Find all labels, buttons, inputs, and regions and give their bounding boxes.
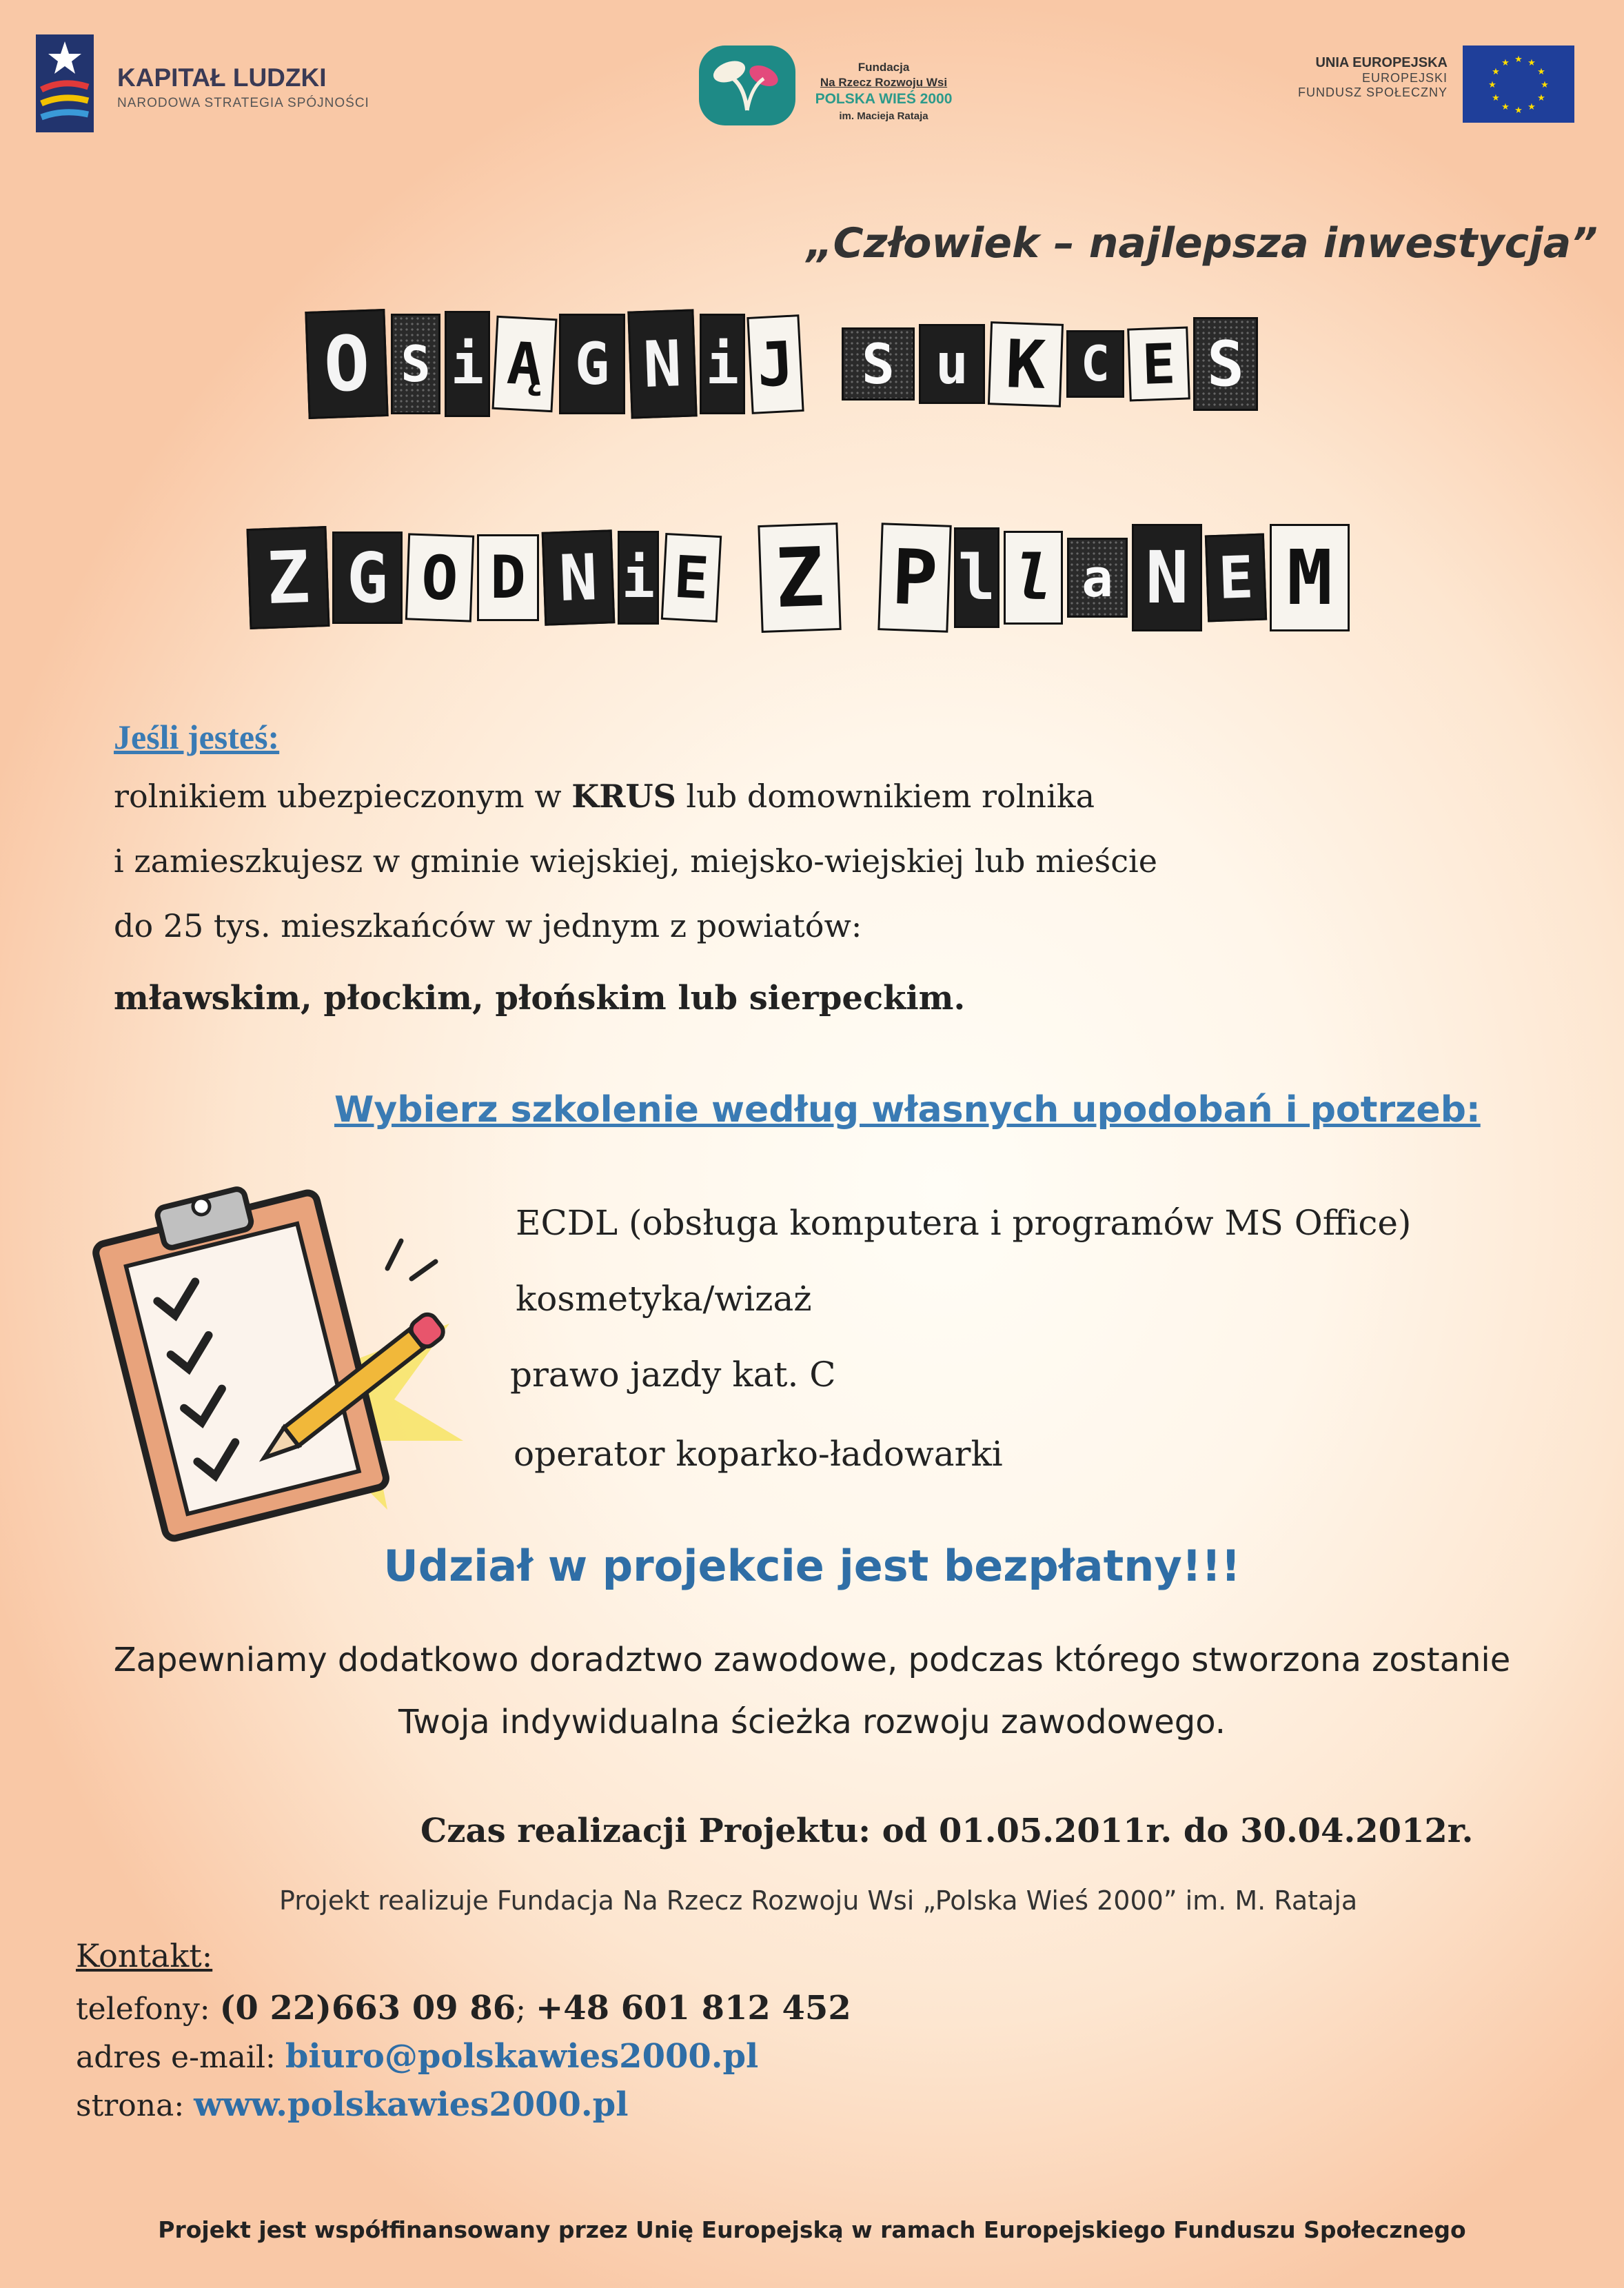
title-letter: O xyxy=(305,309,388,419)
course-item: kosmetyka/wizaż xyxy=(516,1279,812,1319)
contact-heading: Kontakt: xyxy=(76,1937,213,1974)
eligibility-line-3: do 25 tys. mieszkańców w jednym z powiatów: xyxy=(114,907,862,944)
fundacja-patron: im. Macieja Rataja xyxy=(839,110,928,122)
eligibility-heading: Jeśli jesteś: xyxy=(114,718,280,756)
title-line-2 xyxy=(248,524,1354,631)
title-letter: Z xyxy=(758,523,841,633)
title-letter: S xyxy=(842,327,915,401)
title-line-1 xyxy=(307,310,1262,418)
eu-flag-icon xyxy=(1463,45,1574,123)
phone-2[interactable]: +48 601 812 452 xyxy=(535,1989,851,2027)
title-letter: i xyxy=(445,311,490,417)
svg-text:★: ★ xyxy=(1514,105,1523,116)
title-letter: M xyxy=(1270,524,1350,631)
title-letter: S xyxy=(1193,317,1258,411)
title-letter: K xyxy=(988,321,1064,407)
slogan: „Człowiek – najlepsza inwestycja” xyxy=(806,219,1598,267)
title-letter: N xyxy=(627,309,697,418)
svg-text:★: ★ xyxy=(1541,80,1549,90)
title-letter: Ą xyxy=(492,316,558,412)
email-link[interactable]: biuro@polskawies2000.pl xyxy=(285,2037,759,2076)
fundacja-name: Fundacja xyxy=(857,61,910,74)
svg-text:★: ★ xyxy=(1501,102,1510,112)
eligibility-line-1: rolnikiem ubezpieczonym w KRUS lub domownikiem rolnika xyxy=(114,778,1095,815)
eu-fund-label-2: FUNDUSZ SPOŁECZNY xyxy=(1297,85,1448,99)
website-label: strona: xyxy=(76,2088,194,2123)
title-letter: J xyxy=(747,314,804,414)
fundacja-logo xyxy=(696,41,798,130)
career-advice-line-2: Twoja indywidualna ścieżka rozwoju zawodowego. xyxy=(398,1703,1226,1741)
eligibility-districts: mławskim, płockim, płońskim lub sierpeckim. xyxy=(114,979,966,1018)
svg-text:★: ★ xyxy=(1537,67,1545,77)
phones-label: telefony: xyxy=(76,1992,220,2027)
email-label: adres e-mail: xyxy=(76,2040,285,2075)
title-letter: G xyxy=(559,314,625,414)
title-letter: O xyxy=(405,533,474,622)
course-item: ECDL (obsługa komputera i programów MS Office) xyxy=(516,1203,1412,1243)
title-letter: E xyxy=(1205,534,1267,622)
kapital-ludzki-logo xyxy=(36,34,94,132)
clipboard-icon xyxy=(63,1151,477,1565)
website-link[interactable]: www.polskawies2000.pl xyxy=(194,2085,629,2124)
title-letter: P xyxy=(877,523,951,632)
kapital-ludzki-subtitle: NARODOWA STRATEGIA SPÓJNOŚCI xyxy=(117,96,369,110)
contact-email xyxy=(76,2037,758,2076)
title-letter: E xyxy=(1127,326,1190,401)
title-letter: l xyxy=(1004,531,1063,625)
svg-text:★: ★ xyxy=(1492,93,1500,103)
title-letter: D xyxy=(477,534,539,621)
svg-text:★: ★ xyxy=(1492,67,1500,77)
svg-text:★: ★ xyxy=(1488,80,1496,90)
title-letter: E xyxy=(661,533,722,622)
title-letter: S xyxy=(391,314,440,414)
eligibility-line-2: i zamieszkujesz w gminie wiejskiej, miejsko-wiejskiej lub mieście xyxy=(114,842,1157,880)
eu-fund-label-1: EUROPEJSKI xyxy=(1361,71,1448,85)
title-letter: a xyxy=(1067,538,1128,618)
title-letter: N xyxy=(542,529,616,625)
krus-label: KRUS xyxy=(571,778,676,815)
svg-text:★: ★ xyxy=(1537,93,1545,103)
svg-text:★: ★ xyxy=(1501,58,1510,68)
course-item: operator koparko-ładowarki xyxy=(514,1434,1003,1474)
title-letter: i xyxy=(700,314,745,414)
title-letter: u xyxy=(919,324,985,404)
svg-text:★: ★ xyxy=(1527,102,1536,112)
fundacja-mission: Na Rzecz Rozwoju Wsi xyxy=(820,76,948,89)
title-letter: G xyxy=(332,531,403,624)
svg-text:★: ★ xyxy=(1527,58,1536,68)
kapital-ludzki-title: KAPITAŁ LUDZKI xyxy=(117,63,327,92)
contact-phones: telefony: (0 22)663 09 86; +48 601 812 452 xyxy=(76,1989,851,2027)
courses-heading: Wybierz szkolenie według własnych upodobań i potrzeb: xyxy=(334,1089,1481,1131)
project-timeline: Czas realizacji Projektu: od 01.05.2011r. do 30.04.2012r. xyxy=(420,1812,1474,1850)
eu-union-label: UNIA EUROPEJSKA xyxy=(1315,55,1448,70)
free-participation-notice: Udział w projekcie jest bezpłatny!!! xyxy=(383,1541,1241,1591)
title-letter: Z xyxy=(246,526,329,629)
contact-website xyxy=(76,2085,628,2124)
course-item: prawo jazdy kat. C xyxy=(510,1355,836,1395)
fundacja-brand: POLSKA WIEŚ 2000 xyxy=(815,91,953,107)
title-letter: i xyxy=(618,531,659,625)
cofinancing-footer: Projekt jest współfinansowany przez Unię Europejską w ramach Europejskiego Funduszu Społecznego xyxy=(158,2216,1466,2243)
title-letter: N xyxy=(1132,524,1202,631)
project-realizer: Projekt realizuje Fundacja Na Rzecz Rozwoju Wsi „Polska Wieś 2000” im. M. Rataja xyxy=(279,1885,1358,1916)
phone-1[interactable]: (0 22)663 09 86 xyxy=(219,1989,516,2027)
eu-text xyxy=(1248,55,1448,100)
title-letter: l xyxy=(954,527,999,628)
title-letter: C xyxy=(1066,330,1124,398)
career-advice-line-1: Zapewniamy dodatkowo doradztwo zawodowe, podczas którego stworzona zostanie xyxy=(113,1641,1511,1679)
svg-text:★: ★ xyxy=(1514,54,1523,65)
